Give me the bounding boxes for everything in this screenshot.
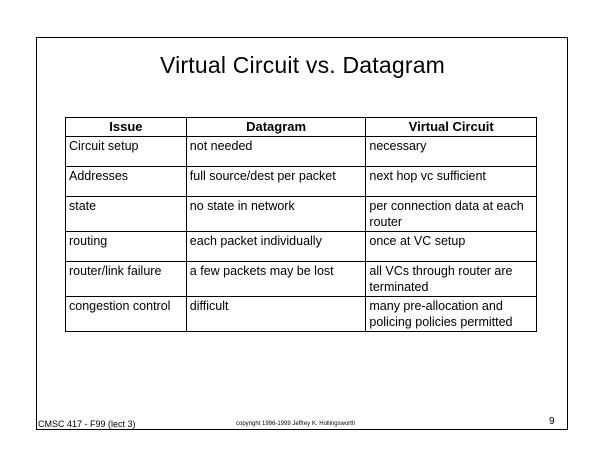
table-row bbox=[66, 137, 537, 167]
issue-cell: state bbox=[66, 197, 187, 232]
virtual-circuit-cell: per connection data at each router bbox=[366, 197, 537, 232]
table-row bbox=[66, 262, 537, 297]
page-number: 9 bbox=[549, 416, 555, 427]
datagram-cell: difficult bbox=[186, 297, 366, 332]
table-header-row bbox=[66, 118, 537, 137]
header-datagram: Datagram bbox=[186, 118, 366, 137]
virtual-circuit-cell: necessary bbox=[366, 137, 537, 167]
table-row bbox=[66, 232, 537, 262]
datagram-cell: a few packets may be lost bbox=[186, 262, 366, 297]
datagram-cell: full source/dest per packet bbox=[186, 167, 366, 197]
table-row bbox=[66, 197, 537, 232]
header-issue: Issue bbox=[66, 118, 187, 137]
datagram-cell: no state in network bbox=[186, 197, 366, 232]
virtual-circuit-cell: many pre-allocation and policing policies permitted bbox=[366, 297, 537, 332]
issue-cell: Addresses bbox=[66, 167, 187, 197]
virtual-circuit-cell: once at VC setup bbox=[366, 232, 537, 262]
header-virtual-circuit: Virtual Circuit bbox=[366, 118, 537, 137]
issue-cell: Circuit setup bbox=[66, 137, 187, 167]
issue-cell: congestion control bbox=[66, 297, 187, 332]
comparison-table bbox=[65, 117, 537, 332]
datagram-cell: each packet individually bbox=[186, 232, 366, 262]
datagram-cell: not needed bbox=[186, 137, 366, 167]
issue-cell: routing bbox=[66, 232, 187, 262]
table-row bbox=[66, 297, 537, 332]
virtual-circuit-cell: all VCs through router are terminated bbox=[366, 262, 537, 297]
issue-cell: router/link failure bbox=[66, 262, 187, 297]
footer-course: CMSC 417 - F99 (lect 3) bbox=[38, 419, 136, 429]
table-row bbox=[66, 167, 537, 197]
footer-copyright: copyright 1996-1999 Jeffrey K. Hollingsworth bbox=[236, 421, 356, 427]
virtual-circuit-cell: next hop vc sufficient bbox=[366, 167, 537, 197]
slide-title: Virtual Circuit vs. Datagram bbox=[159, 52, 446, 78]
